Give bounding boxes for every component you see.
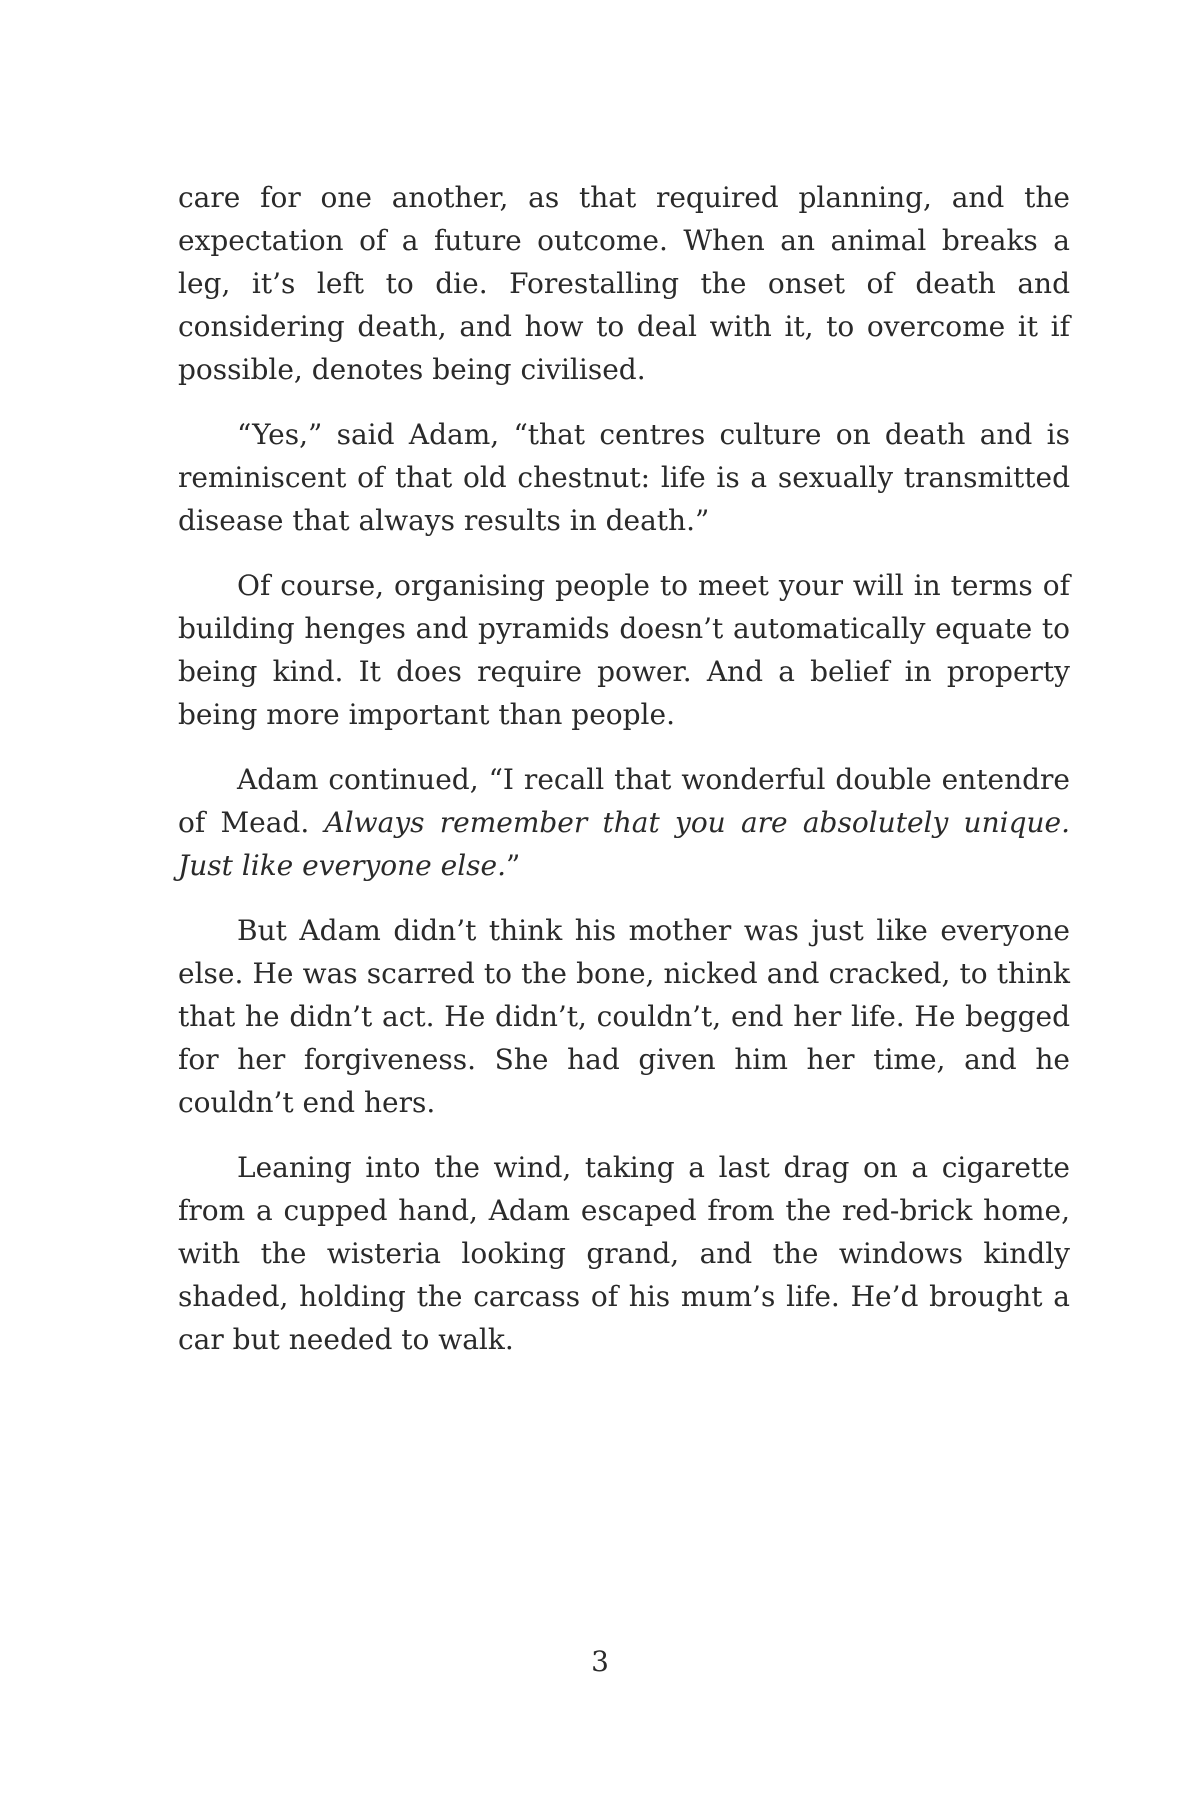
page-number: 3 [591,1645,609,1678]
paragraph-6: Leaning into the wind, taking a last drag on a cigarette from a cupped hand, Adam escaped from the red-brick home, with the wisteria looking grand, and the windows kindly shaded, holding the carcass of his mum’s life. He’d brought a car but needed to walk. [178,1151,1070,1356]
paragraph-4 [178,758,1070,887]
body-text [178,176,1070,1383]
paragraph-4-text-before: Adam continued, “I recall that wonderful double entendre of Mead. [178,763,1070,839]
paragraph-4-quote: Always remember that you are absolutely unique. Just like everyone else. [178,806,1070,882]
paragraph-1: care for one another, as that required planning, and the expectation of a future outcome. When an animal breaks a leg, it’s left to die. Forestalling the onset of death and considering death, and how to deal with it, to overcome it if possible, denotes being civilised. [178,181,1070,386]
paragraph-4-text-after: ” [506,849,521,882]
paragraph-5: But Adam didn’t think his mother was just like everyone else. He was scarred to the bone, nicked and cracked, to think that he didn’t act. He didn’t, couldn’t, end her life. He begged for her forgiveness. She had given him her time, and he couldn’t end hers. [178,914,1070,1119]
paragraph-3: Of course, organising people to meet your will in terms of building henges and pyramids doesn’t automatically equate to being kind. It does require power. And a belief in property being more important than people. [178,569,1070,731]
paragraph-2: “Yes,” said Adam, “that centres culture on death and is reminiscent of that old chestnut: life is a sexually transmitted disease that always results in death.” [178,418,1070,537]
